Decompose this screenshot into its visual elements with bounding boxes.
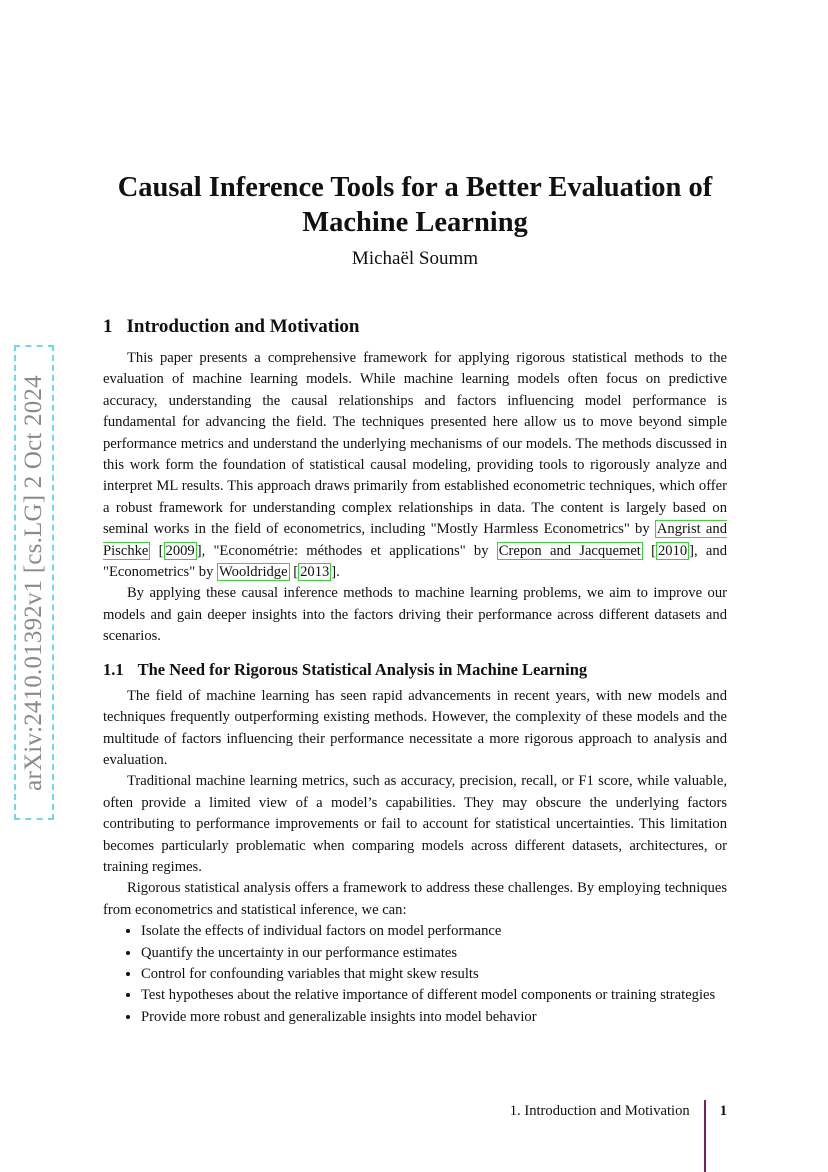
citation-link-crepon[interactable]: Crepon and Jacquemet — [498, 542, 641, 559]
subsection-heading — [103, 658, 727, 682]
text-run: This paper presents a comprehensive framework for applying rigorous statistical methods to the evaluation of machine learning models. While machine learning models often focus on predictive accuracy, understanding the causal relationships and factors influencing model performance is fundamental for advancing the field. The techniques presented here allow us to move beyond simple performance metrics and understand the underlying mechanisms of our models. The methods discussed in this work form the foundation of statistical causal modeling, providing tools to rigorously analyze and interpret ML results. This approach draws primarily from established econometric techniques, which offer a robust framework for understanding complex relationships in data. The content is largely based on seminal works in the field of econometrics, including "Mostly Harmless Econometrics" by — [103, 350, 727, 538]
paper-title: Causal Inference Tools for a Better Evaluation of Machine Learning — [117, 172, 713, 238]
list-item: • Test hypotheses about the relative importance of different model components or training strategies — [141, 985, 727, 1006]
list-item: • Isolate the effects of individual factors on model performance — [141, 921, 727, 942]
section-number: 1 — [103, 316, 113, 337]
text-run: . — [336, 564, 340, 581]
text-run: , "Econométrie: méthodes et applications" by — [201, 542, 497, 559]
citation-link-wooldridge[interactable]: Wooldridge — [219, 564, 288, 581]
list-item: • Quantify the uncertainty in our performance estimates — [141, 943, 727, 964]
page-footer — [510, 1100, 727, 1172]
citation-link-angrist[interactable]: Angrist and Pischke — [103, 521, 727, 559]
subsection-paragraph-3: Rigorous statistical analysis offers a framework to address these challenges. By employing techniques from econometrics and statistical inference, we can: — [103, 880, 727, 918]
list-item: • Provide more robust and generalizable insights into model behavior — [141, 1007, 727, 1028]
arxiv-stamp — [14, 345, 54, 820]
subsection-paragraph-2: Traditional machine learning metrics, such as accuracy, precision, recall, or F1 score, while valuable, often provide a limited view of a model’s capabilities. They may obscure the underlying factors contributing to performance improvements or fail to account for statistical uncertainties. This limitation becomes particularly problematic when comparing models across different datasets, architectures, or training regimes. — [103, 773, 727, 875]
main-content — [103, 314, 727, 1028]
section-heading — [103, 314, 727, 340]
citation-year-link-2010[interactable]: 2010 — [657, 542, 688, 559]
text-run: , and "Econometrics" by — [103, 542, 728, 581]
subsection-paragraph-1: The field of machine learning has seen rapid advancements in recent years, with new models and techniques frequently outperforming existing methods. However, the complexity of these models and the multitude of factors influencing their performance necessitate a more rigorous approach to analysis and evaluation. — [103, 687, 727, 768]
citation-year-link-2013[interactable]: 2013 — [300, 564, 330, 581]
author: Michaël Soumm — [351, 248, 479, 269]
bullet-list — [103, 921, 727, 1028]
intro-paragraph-1: This paper presents a comprehensive framework for applying rigorous statistical methods to the evaluation of machine learning models. While machine learning models often focus on predictive accuracy, understanding the causal relationships and factors influencing model performance is fundamental for advancing the field. The techniques presented here allow us to move beyond simple performance metrics and understand the underlying mechanisms of our models. The methods discussed in this work form the foundation of statistical causal modeling, providing tools to rigorously analyze and interpret ML results. This approach draws primarily from established econometric techniques, which offer a robust framework for understanding complex relationships in data. The content is largely based on seminal works in the field of econometrics, including "Mostly Harmless Econometrics" by Angrist and Pischke [ 2009 ], "Econométrie: méthodes et applications" by Crepon and Jacquemet [ 2010 ], and "Econometrics" by Wooldridge [ 2013 ]. — [103, 350, 728, 581]
subsection-title: The Need for Rigorous Statistical Analysis in Machine Learning — [137, 659, 588, 679]
subsection-number: 1.1 — [103, 659, 124, 679]
title-block — [103, 170, 727, 270]
footer-section-title: 1. Introduction and Motivation — [509, 1103, 690, 1119]
page-number: 1 — [719, 1103, 727, 1119]
citation-year-link-2009[interactable]: 2009 — [165, 542, 195, 559]
intro-paragraph-2: By applying these causal inference methods to machine learning problems, we aim to improve our models and gain deeper insights into the factors driving their performance across different datasets and scenarios. — [103, 585, 727, 645]
section-title: Introduction and Motivation — [126, 316, 360, 337]
arxiv-id: arXiv:2410.01392v1 [cs.LG] 2 Oct 2024 — [20, 374, 48, 791]
list-item: • Control for confounding variables that might skew results — [141, 964, 727, 985]
